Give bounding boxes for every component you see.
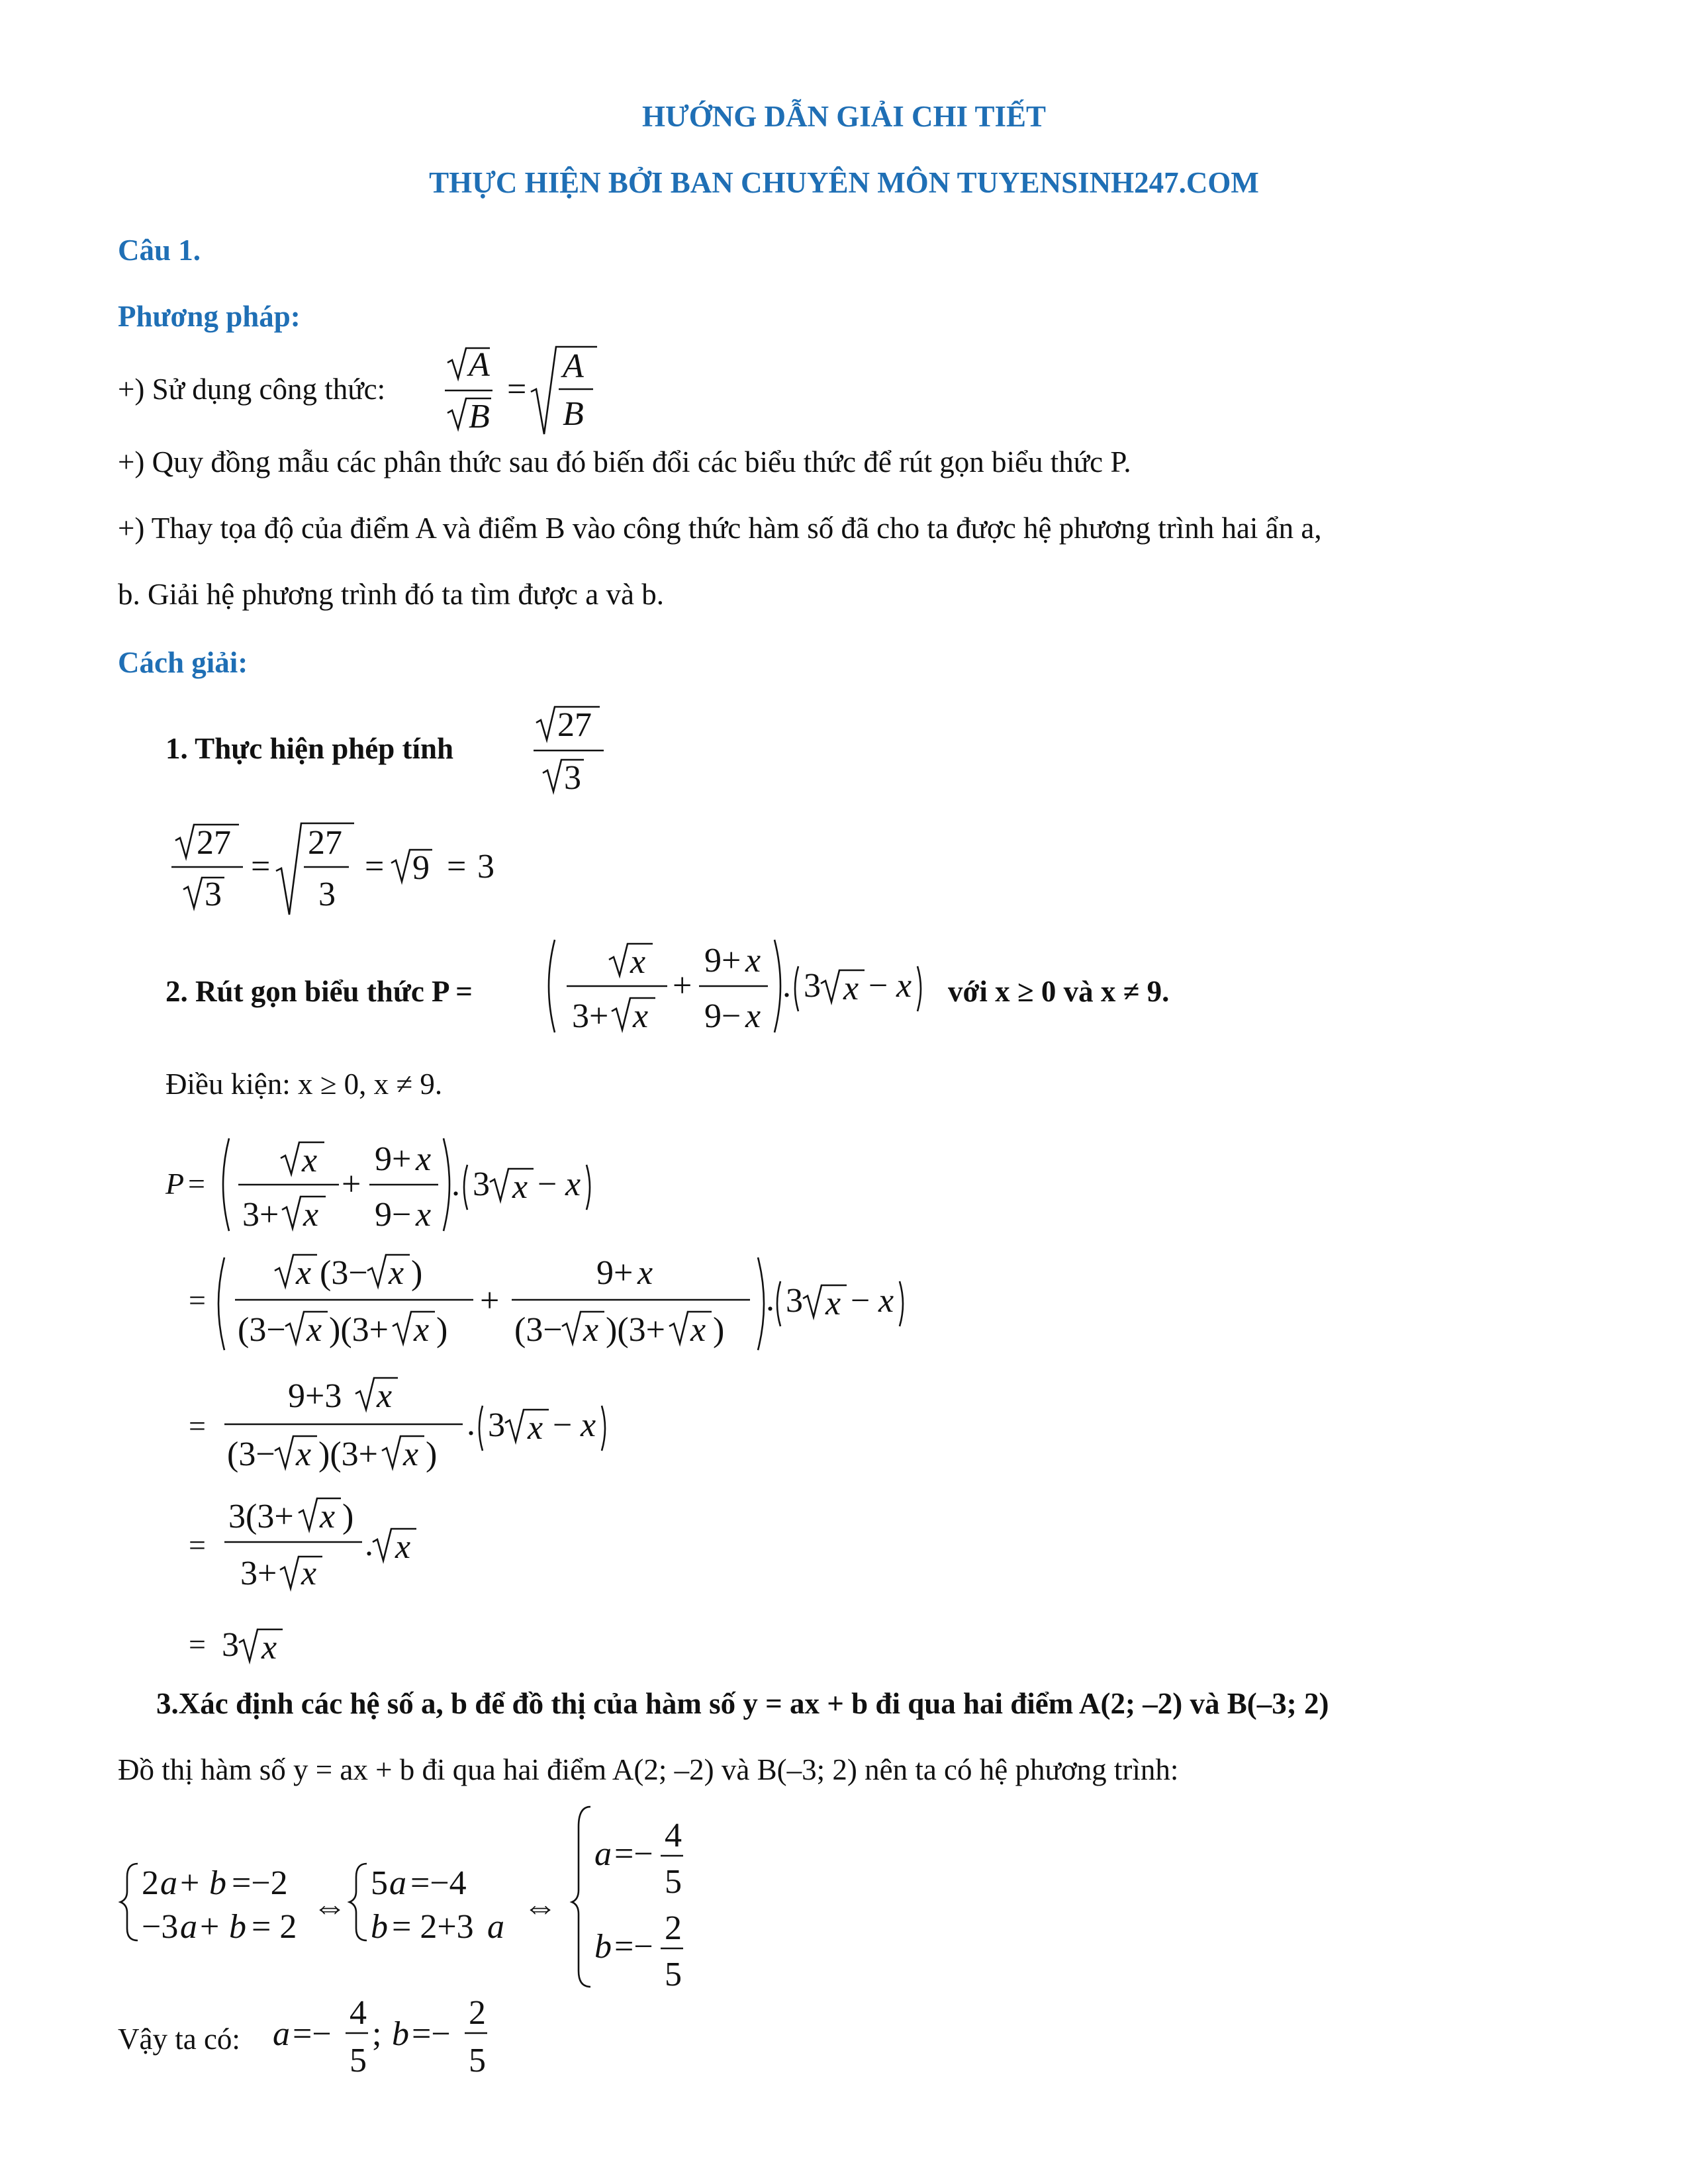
svg-text:3: 3 (473, 1165, 490, 1203)
part1-expression (530, 703, 616, 802)
svg-text:= 2: = 2 (252, 1908, 297, 1946)
svg-text:−: − (553, 1406, 573, 1444)
svg-text:=−: =− (614, 1835, 653, 1873)
svg-text:x: x (296, 1254, 312, 1292)
svg-text:x: x (637, 1254, 653, 1292)
part2-expression (543, 933, 960, 1039)
svg-text:x: x (896, 967, 912, 1005)
svg-text:+: + (180, 1864, 200, 1902)
svg-text:5: 5 (371, 1864, 388, 1902)
svg-text:=: = (188, 1167, 205, 1201)
part3-statement: Đồ thị hàm số y = ax + b đi qua hai điểm A(2; –2) và B(–3; 2) nên ta có hệ phương trình: (118, 1753, 1179, 1786)
svg-text:;: ; (372, 2015, 382, 2053)
svg-text:9: 9 (412, 849, 430, 887)
svg-text:x: x (302, 1142, 318, 1179)
svg-text:B: B (469, 398, 490, 435)
svg-text:=−: =− (293, 2015, 332, 2053)
svg-text:x: x (825, 1285, 841, 1322)
svg-text:−3: −3 (142, 1908, 179, 1946)
svg-text:3: 3 (804, 967, 821, 1005)
svg-text:2: 2 (665, 1909, 682, 1947)
svg-text:a: a (594, 1835, 612, 1873)
part3-heading: 3.Xác định các hệ số a, b để đồ thị của hàm số y = ax + b đi qua hai điểm A(2; –2) và B(–3; 2) (156, 1687, 1329, 1720)
svg-text:x: x (745, 997, 761, 1035)
svg-text:(3−: (3− (514, 1311, 563, 1349)
svg-text:2: 2 (142, 1864, 159, 1902)
step-2 (182, 1244, 923, 1357)
svg-text:a: a (180, 1908, 197, 1946)
svg-text:)(3+: )(3+ (606, 1311, 665, 1349)
svg-text:9−: 9− (375, 1196, 412, 1234)
svg-text:27: 27 (308, 824, 342, 862)
part2-heading: 2. Rút gọn biểu thức P = (165, 975, 473, 1008)
svg-text:3+: 3+ (572, 997, 609, 1035)
page-title: HƯỚNG DẪN GIẢI CHI TIẾT (641, 100, 1047, 133)
method-heading: Phương pháp: (118, 300, 301, 333)
svg-text:=: = (365, 848, 385, 886)
svg-text:9+: 9+ (375, 1140, 412, 1178)
question-label: Câu 1. (118, 234, 201, 267)
svg-text:(3−: (3− (320, 1254, 368, 1292)
step-4 (182, 1489, 460, 1602)
svg-text:3: 3 (205, 876, 222, 913)
part1-computation (169, 821, 513, 927)
svg-text:3(3+: 3(3+ (228, 1498, 294, 1535)
svg-text:x: x (320, 1498, 336, 1535)
svg-text:x: x (565, 1165, 581, 1203)
svg-text:x: x (581, 1406, 596, 1444)
svg-text:27: 27 (557, 706, 592, 744)
conclusion-values (273, 1985, 524, 2085)
svg-text:x: x (416, 1196, 432, 1234)
svg-text:=−: =− (412, 2015, 451, 2053)
conclusion-label: Vậy ta có: (118, 2023, 240, 2056)
equation-system (119, 1800, 715, 1992)
svg-text:A: A (469, 346, 490, 384)
svg-text:x: x (528, 1409, 543, 1447)
svg-text:x: x (389, 1254, 404, 1292)
svg-text:=: = (189, 1627, 206, 1661)
svg-text:=−4: =−4 (410, 1864, 467, 1902)
svg-text:=: = (189, 1283, 206, 1317)
svg-text:2: 2 (469, 1994, 486, 2032)
svg-text:x: x (878, 1282, 894, 1320)
svg-text:x: x (630, 943, 646, 981)
svg-text:−: − (851, 1282, 870, 1320)
svg-text:)(3+: )(3+ (318, 1435, 378, 1473)
svg-text:a: a (389, 1864, 406, 1902)
svg-text:b: b (371, 1908, 388, 1946)
svg-text:x: x (416, 1140, 432, 1178)
svg-text:(3−: (3− (238, 1311, 286, 1349)
svg-text:B: B (563, 395, 584, 433)
svg-text:P: P (165, 1167, 185, 1201)
svg-text:(3−: (3− (227, 1435, 275, 1473)
svg-text:a: a (160, 1864, 177, 1902)
svg-text:b: b (392, 2015, 409, 2053)
svg-text:x: x (745, 942, 761, 979)
svg-text:.: . (782, 967, 791, 1005)
svg-text:9+: 9+ (704, 942, 741, 979)
svg-text:3: 3 (477, 848, 494, 886)
svg-text:=: = (251, 848, 271, 886)
svg-text:3: 3 (318, 876, 336, 913)
svg-text:5: 5 (665, 1863, 682, 1901)
svg-text:3: 3 (564, 759, 581, 797)
svg-text:−: − (538, 1165, 557, 1203)
step-1 (165, 1125, 629, 1238)
method-line-3a: +) Thay tọa độ của điểm A và điểm B vào công thức hàm số đã cho ta được hệ phương trình hai ẩn a, (118, 512, 1322, 545)
svg-text:3: 3 (488, 1406, 505, 1444)
svg-text:x: x (633, 997, 649, 1035)
svg-text:a: a (273, 2015, 290, 2053)
part2-heading-condition: với x ≥ 0 và x ≠ 9. (948, 975, 1170, 1008)
svg-text:x: x (403, 1435, 419, 1473)
svg-text:3+: 3+ (240, 1555, 277, 1592)
svg-text:a: a (487, 1908, 504, 1946)
svg-text:=: = (447, 848, 467, 886)
svg-text:x: x (296, 1435, 312, 1473)
formula-sqrt-quotient (444, 344, 602, 437)
svg-text:x: x (301, 1555, 317, 1592)
svg-text:.: . (467, 1405, 475, 1443)
svg-text:x: x (583, 1311, 599, 1349)
svg-text:4: 4 (350, 1994, 367, 2032)
svg-text:): ) (436, 1311, 448, 1349)
svg-text:=: = (189, 1528, 206, 1562)
svg-text:5: 5 (469, 2042, 486, 2079)
svg-text:⇔: ⇔ (312, 1888, 347, 1926)
method-line-3b: b. Giải hệ phương trình đó ta tìm được a và b. (118, 578, 664, 611)
svg-text:= 2+3: = 2+3 (392, 1908, 474, 1946)
svg-text:=: = (507, 371, 527, 408)
svg-text:): ) (426, 1435, 438, 1473)
svg-text:⇔: ⇔ (523, 1888, 557, 1926)
svg-text:)(3+: )(3+ (329, 1311, 389, 1349)
page-subtitle: THỰC HIỆN BỞI BAN CHUYÊN MÔN TUYENSINH247.COM (429, 166, 1259, 199)
svg-text:=−: =− (614, 1928, 653, 1966)
solution-heading: Cách giải: (118, 646, 248, 679)
method-line-2: +) Quy đồng mẫu các phân thức sau đó biến đổi các biểu thức để rút gọn biểu thức P. (118, 445, 1131, 478)
svg-text:x: x (843, 970, 859, 1007)
svg-text:): ) (342, 1498, 354, 1535)
svg-text:): ) (411, 1254, 423, 1292)
svg-text:9+3: 9+3 (288, 1377, 342, 1415)
svg-text:x: x (377, 1377, 393, 1415)
svg-text:5: 5 (350, 2042, 367, 2079)
svg-text:): ) (713, 1311, 725, 1349)
step-5 (182, 1608, 328, 1674)
method-line-1: +) Sử dụng công thức: (118, 373, 386, 406)
svg-text:3: 3 (222, 1626, 239, 1664)
svg-text:.: . (451, 1165, 460, 1203)
svg-text:x: x (690, 1311, 706, 1349)
svg-text:x: x (261, 1629, 277, 1666)
svg-text:3: 3 (786, 1282, 803, 1320)
svg-text:.: . (766, 1281, 774, 1318)
svg-text:=: = (189, 1409, 206, 1443)
part1-heading: 1. Thực hiện phép tính (165, 732, 454, 765)
svg-text:+: + (480, 1282, 500, 1320)
svg-text:4: 4 (665, 1817, 682, 1854)
svg-text:+: + (200, 1908, 220, 1946)
svg-text:x: x (303, 1196, 319, 1234)
svg-text:x: x (512, 1168, 528, 1206)
step-3 (182, 1363, 645, 1476)
svg-text:+: + (673, 967, 692, 1005)
svg-text:b: b (209, 1864, 226, 1902)
svg-text:5: 5 (665, 1956, 682, 1993)
svg-text:=−2: =−2 (232, 1864, 288, 1902)
svg-text:x: x (306, 1311, 322, 1349)
svg-text:b: b (594, 1928, 612, 1966)
svg-text:27: 27 (197, 824, 231, 862)
svg-text:−: − (868, 967, 888, 1005)
svg-text:9−: 9− (704, 997, 741, 1035)
svg-text:+: + (342, 1165, 361, 1203)
svg-text:A: A (563, 347, 584, 385)
svg-text:9+: 9+ (596, 1254, 633, 1292)
svg-text:3+: 3+ (242, 1196, 279, 1234)
part2-condition: Điều kiện: x ≥ 0, x ≠ 9. (165, 1068, 443, 1101)
svg-text:x: x (414, 1311, 430, 1349)
svg-text:x: x (395, 1528, 411, 1566)
svg-text:b: b (229, 1908, 246, 1946)
svg-text:.: . (365, 1525, 373, 1563)
